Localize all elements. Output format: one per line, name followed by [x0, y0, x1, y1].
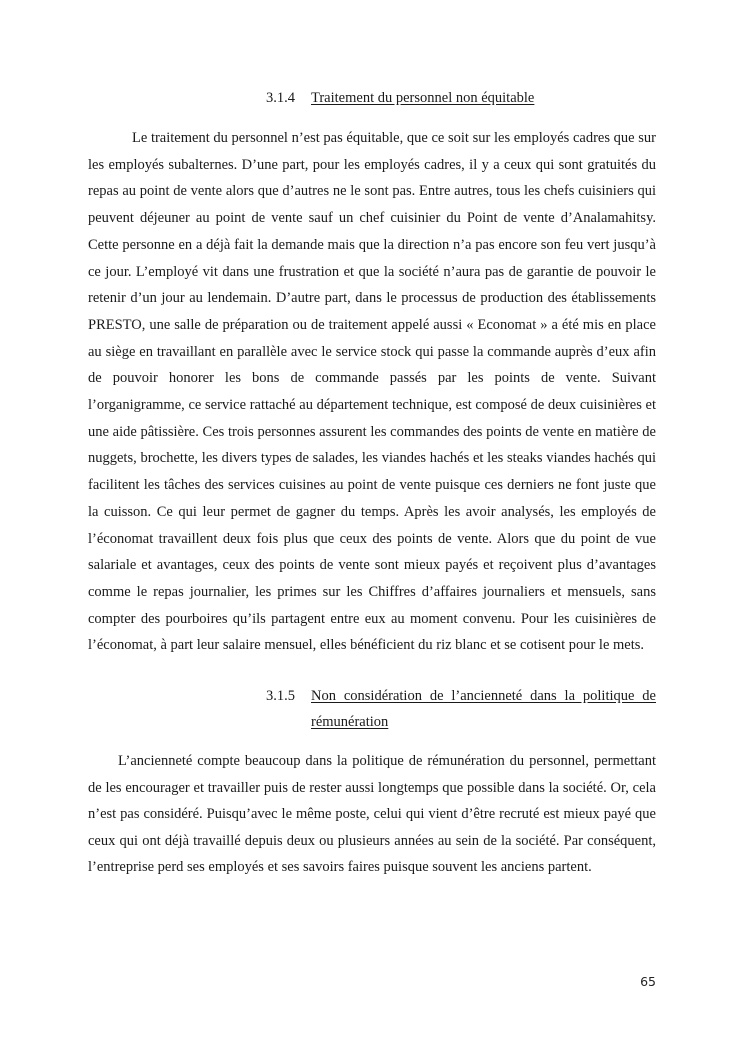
page-number: 65	[640, 974, 656, 989]
section-heading-3-1-4	[266, 85, 656, 111]
section-heading-3-1-5	[266, 683, 656, 735]
section-paragraph-3-1-5: L’ancienneté compte beaucoup dans la politique de rémunération du personnel, permettant de les encourager et travailler puis de rester aussi longtemps que possible dans la société. Or, cela n’est pas considéré. Puisqu’avec le même poste, celui qui vient d’être recruté est mieux payé que ceux qui ont déjà travaillé depuis deux ou plusieurs années au sein de la société. Par conséquent, l’entreprise perd ses employés et ses savoirs faires puisque souvent les anciens partent.	[88, 753, 656, 876]
section-number: 3.1.4	[266, 90, 295, 106]
section-paragraph-3-1-4: Le traitement du personnel n’est pas équitable, que ce soit sur les employés cadres que sur les employés subalternes. D’une part, pour les employés cadres, il y a ceux qui sont gratuités du repas au point de vente alors que d’autres ne le sont pas. Entre autres, tous les chefs cuisiniers qui peuvent déjeuner au point de vente sauf un chef cuisinier du Point de vente d’Analamahitsy. Cette personne en a déjà fait la demande mais que la direction n’a pas encore son feu vert jusqu’à ce jour. L’employé vit dans une frustration et que la société n’aura pas de garantie de pouvoir le retenir d’un jour au lendemain. D’autre part, dans le processus de production des établissements PRESTO, une salle de préparation ou de traitement appelé aussi « Economat » a été mis en place au siège en travaillant en parallèle avec le service stock qui passe la commande auprès d’eux afin de pouvoir honorer les bons de commande passés par les points de vente. Suivant l’organigramme, ce service rattaché au département technique, est composé de deux cuisinières et une aide pâtissière. Ces trois personnes assurent les commandes des points de vente en matière de nuggets, brochette, les divers types de salades, les viandes hachés et les steaks viandes hachés qui facilitent les tâches des services cuisines au point de vente puisque ces derniers ne font juste que la cuisson. Ce qui leur permet de gagner du temps. Après les avoir analysés, les employés de l’économat travaillent deux fois plus que ceux des points de vente. Alors que du point de vue salariale et avantages, ceux des points de vente sont mieux payés et reçoivent plus d’avantages comme le repas journalier, les primes sur les Chiffres d’affaires journaliers et mensuels, sans compter des pourboires qu’ils partagent entre eux au moment convenu. Pour les cuisinières de l’économat, à part leur salaire mensuel, elles bénéficient du riz blanc et se cotisent pour le mets.	[88, 130, 656, 654]
section-title: Traitement du personnel non équitable	[311, 90, 535, 106]
section-title: Non considération de l’ancienneté dans la politique de rémunération	[311, 688, 656, 730]
section-number: 3.1.5	[266, 688, 295, 704]
